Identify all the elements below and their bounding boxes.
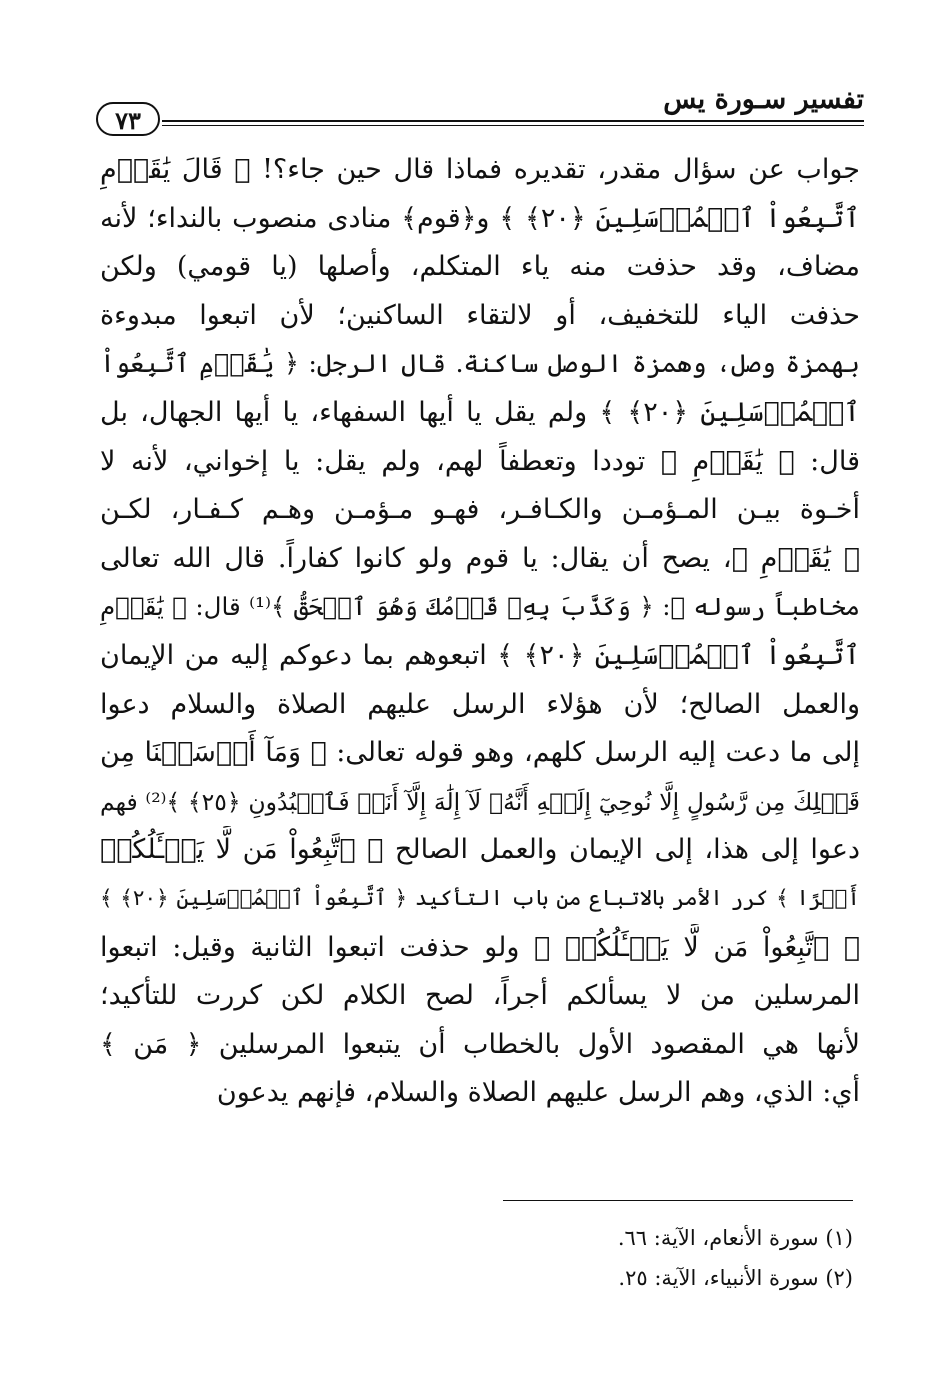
text-line: أي: الذي، وهم الرسل عليهم الصلاة والسلام، فإنهم يدعون (216, 1077, 860, 1109)
page-header (96, 84, 864, 134)
page-number-badge: ٧٣ (96, 102, 160, 136)
text-line: والعمل الصالح؛ لأن هؤلاء الرسل عليهم الصلاة والسلام دعوا (100, 688, 860, 720)
text-line: أخـوة بيـن المـؤمـن والكـافـر، فهـو مـؤمـن وهـم كـفـار، لكـن (100, 494, 860, 526)
body-text (100, 146, 860, 1118)
text-line: ٱتَّبِعُواْ ٱلۡمُرۡسَلِينَ ﴿٢٠﴾ ﴾ اتبعوهم بما دعوكم إليه من الإيمان (100, 639, 860, 671)
text-line: قَبۡلِكَ مِن رَّسُولٍ إِلَّا نُوحِيٓ إِلَيۡهِ أَنَّهُۥ لَآ إِلَٰهَ إِلَّآ أَنَا۠ فَٱعۡبُدُونِ ﴿٢٥﴾ ﴾⁽²⁾ فهم (100, 787, 860, 816)
header-rule (162, 120, 864, 122)
text-line: ٱلۡمُرۡسَلِينَ ﴿٢٠﴾ ﴾ ولم يقل يا أيها السفهاء، يا أيها الجهال، بل (100, 396, 860, 428)
text-line: لأنها هي المقصود الأول بالخطاب أن يتبعوا المرسلين ﴿ مَن ﴾ (100, 1028, 860, 1060)
text-line: إلى ما دعت إليه الرسل كلهم، وهو قوله تعالى: ﴿ وَمَآ أَرۡسَلۡنَا مِن (100, 737, 860, 769)
text-line: ﴿ ٱتَّبِعُواْ مَن لَّا يَسۡـَٔلُكُمۡ ﴾ ولو حذفت اتبعوا الثانية وقيل: اتبعوا (100, 931, 860, 963)
text-line: دعوا إلى هذا، إلى الإيمان والعمل الصالح ﴿ ٱتَّبِعُواْ مَن لَّا يَسۡـَٔلُكُمۡ (100, 834, 860, 866)
text-line: المرسلين من لا يسألكم أجراً، لصح الكلام لكن كررت للتأكيد؛ (100, 980, 860, 1012)
page-title: تفسير سـورة يس (663, 84, 864, 115)
text-line: بهمزة وصل، وهمزة الوصل ساكنة. قال الرجل: ﴿ يَٰقَوۡمِ ٱتَّبِعُواْ (100, 349, 860, 380)
footnote-separator (503, 1200, 853, 1201)
footnotes (93, 1218, 853, 1298)
header-rule-thin (162, 125, 864, 126)
text-line: حذفت الياء للتخفيف، أو لالتقاء الساكنين؛ لأن اتبعوا مبدوءة (100, 299, 860, 331)
text-line: ﴿ يَٰقَوۡمِ ﴾، يصح أن يقال: يا قوم ولو كانوا كفاراً. قال الله تعالى (100, 542, 860, 574)
footnote: (٢) سورة الأنبياء، الآية: ٢٥. (618, 1266, 853, 1290)
text-line: ٱتَّبِعُواْ ٱلۡمُرۡسَلِينَ ﴿٢٠﴾ ﴾ و﴿قوم﴾ منادى منصوب بالنداء؛ لأنه (100, 202, 860, 234)
text-line: مخاطباً رسوله ﷺ: ﴿ وَكَذَّبَ بِهِۦ قَوۡمُكَ وَهُوَ ٱلۡحَقُّ ﴾⁽¹⁾ قال: ﴿ يَٰقَوۡمِ (100, 592, 860, 622)
footnote: (١) سورة الأنعام، الآية: ٦٦. (617, 1226, 853, 1250)
text-line: مضاف، وقد حذفت منه ياء المتكلم، وأصلها (يا قومي) ولكن (100, 251, 860, 283)
text-line: أَجۡرًا ﴾ كرر الأمر بالاتباع من باب التأكيد ﴿ ٱتَّبِعُواْ ٱلۡمُرۡسَلِينَ ﴿٢٠﴾ ﴾ (100, 885, 860, 911)
text-line: قال: ﴿ يَٰقَوۡمِ ﴾ توددا وتعطفاً لهم، ولم يقل: يا إخواني، لأنه لا (100, 445, 860, 477)
text-line: جواب عن سؤال مقدر، تقديره فماذا قال حين جاء؟! ﴿ قَالَ يَٰقَوۡمِ (100, 154, 860, 185)
